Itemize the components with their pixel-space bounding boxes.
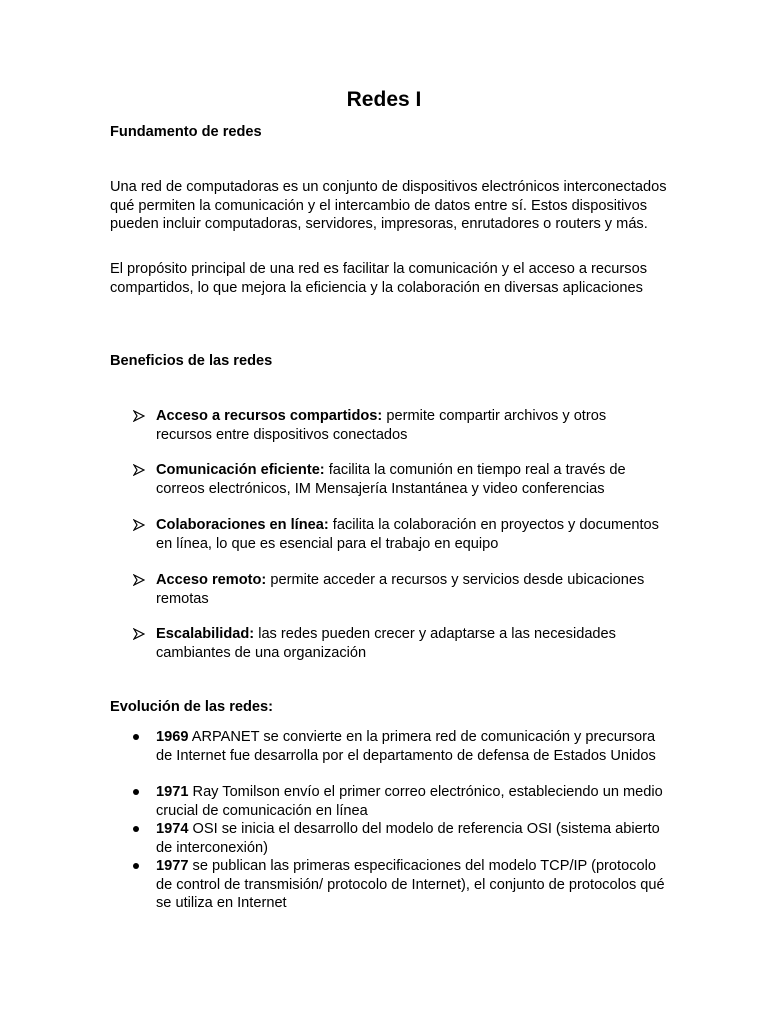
section-heading-fundamento: Fundamento de redes	[110, 124, 262, 140]
arrow-bullet-icon	[133, 628, 145, 640]
arrow-bullet-icon	[133, 464, 145, 476]
bullet-dot-icon	[133, 826, 139, 832]
benefit-term: Colaboraciones en línea:	[156, 517, 329, 533]
timeline-year: 1977	[156, 858, 189, 874]
benefit-term: Comunicación eficiente:	[156, 462, 325, 478]
list-item	[156, 728, 666, 765]
timeline-year: 1974	[156, 821, 189, 837]
list-item	[156, 571, 666, 608]
benefit-term: Acceso a recursos compartidos:	[156, 408, 383, 424]
list-item	[156, 461, 666, 498]
paragraph-definition: Una red de computadoras es un conjunto de dispositivos electrónicos interconectados qué permiten la comunicación y el intercambio de datos entre sí. Estos dispositivos pueden incluir computadoras, servidores, impresoras, enrutadores o routers y más.	[110, 179, 667, 232]
list-item	[156, 625, 666, 662]
paragraph-purpose: El propósito principal de una red es facilitar la comunicación y el acceso a recursos compartidos, lo que mejora la eficiencia y la colaboración en diversas aplicaciones	[110, 261, 647, 296]
timeline-text: se publican las primeras especificaciones del modelo TCP/IP (protocolo de control de transmisión/ protocolo de Internet), el conjunto de protocolos qué se utiliza en Internet	[156, 858, 665, 911]
document-title: Redes I	[346, 88, 422, 111]
list-item	[156, 820, 666, 857]
benefit-text: facilita la colaboración en proyectos y documentos en línea, lo que es esencial para el trabajo en equipo	[156, 517, 659, 552]
benefit-term: Escalabilidad:	[156, 626, 255, 642]
benefit-text: permite acceder a recursos y servicios desde ubicaciones remotas	[156, 572, 645, 607]
timeline-text: ARPANET se convierte en la primera red de comunicación y precursora de Internet fue desarrolla por el departamento de defensa de Estados Unidos	[156, 729, 656, 764]
timeline-text: OSI se inicia el desarrollo del modelo de referencia OSI (sistema abierto de interconexión)	[156, 821, 660, 856]
arrow-bullet-icon	[133, 519, 145, 531]
bullet-dot-icon	[133, 863, 139, 869]
benefit-term: Acceso remoto:	[156, 572, 267, 588]
timeline-year: 1969	[156, 729, 189, 745]
list-item	[156, 783, 666, 820]
timeline-year: 1971	[156, 784, 189, 800]
benefit-text: permite compartir archivos y otros recursos entre dispositivos conectados	[156, 408, 607, 443]
list-item	[156, 516, 666, 553]
arrow-bullet-icon	[133, 574, 145, 586]
bullet-dot-icon	[133, 789, 139, 795]
section-heading-evolucion: Evolución de las redes:	[110, 699, 274, 715]
section-heading-beneficios: Beneficios de las redes	[110, 353, 273, 369]
list-item	[156, 857, 666, 913]
timeline-text: Ray Tomilson envío el primer correo electrónico, estableciendo un medio crucial de comunicación en línea	[156, 784, 663, 819]
arrow-bullet-icon	[133, 410, 145, 422]
bullet-dot-icon	[133, 734, 139, 740]
benefit-text: las redes pueden crecer y adaptarse a las necesidades cambiantes de una organización	[156, 626, 616, 661]
list-item	[156, 407, 666, 444]
benefit-text: facilita la comunión en tiempo real a través de correos electrónicos, IM Mensajería Instantánea y video conferencias	[156, 462, 626, 497]
